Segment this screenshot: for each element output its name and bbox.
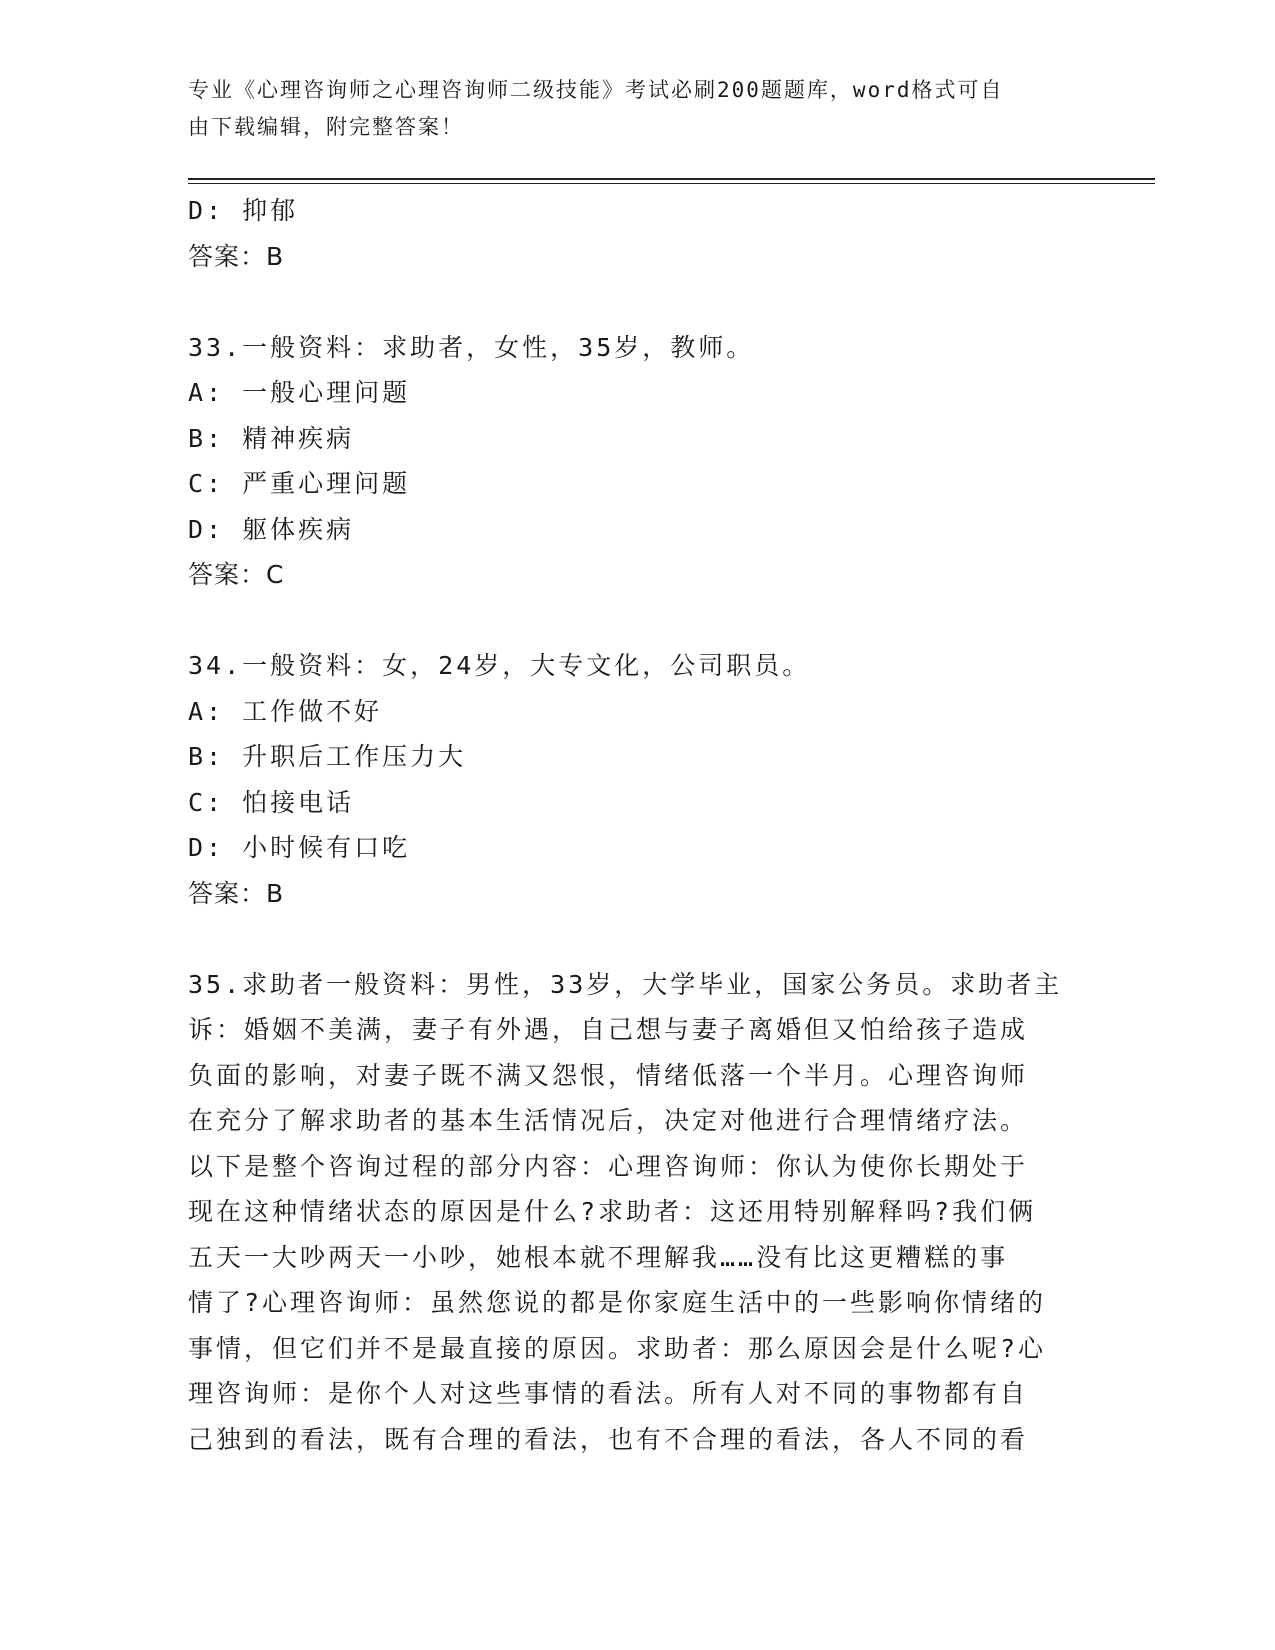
option-d: D: 抑郁 xyxy=(188,196,299,225)
question-35-line: 35.求助者一般资料：男性，33岁，大学毕业，国家公务员。求助者主 xyxy=(188,969,1063,999)
question-35 xyxy=(188,962,1088,1463)
header-divider-thin xyxy=(188,183,1155,184)
question-35-line: 事情，但它们并不是最直接的原因。求助者：那么原因会是什么呢?心 xyxy=(188,1333,1047,1363)
answer-label: 答案：B xyxy=(188,241,285,271)
header-title-line-1: 专业《心理咨询师之心理咨询师二级技能》考试必刷200题题库，word格式可自 xyxy=(188,78,1004,102)
header-divider-thick xyxy=(188,178,1155,180)
question-33 xyxy=(188,325,1088,598)
question-35-line: 以下是整个咨询过程的部分内容：心理咨询师：你认为使你长期处于 xyxy=(188,1151,1029,1181)
option-c: C: 严重心理问题 xyxy=(188,469,411,498)
question-32-tail xyxy=(188,188,1088,279)
question-34 xyxy=(188,643,1088,916)
answer-label: 答案：B xyxy=(188,878,285,908)
question-35-line: 五天一大吵两天一小吵，她根本就不理解我……没有比这更糟糕的事 xyxy=(188,1242,1009,1272)
question-35-line: 在充分了解求助者的基本生活情况后，决定对他进行合理情绪疗法。 xyxy=(188,1106,1029,1135)
spacer xyxy=(188,279,1088,325)
question-35-line: 己独到的看法，既有合理的看法，也有不合理的看法，各人不同的看 xyxy=(188,1424,1029,1454)
document-body xyxy=(188,188,1088,1462)
option-a: A: 一般心理问题 xyxy=(188,378,411,407)
question-35-line: 情了?心理咨询师：虽然您说的都是你家庭生活中的一些影响你情绪的 xyxy=(188,1288,1047,1317)
question-stem: 34.一般资料：女，24岁，大专文化，公司职员。 xyxy=(188,651,811,680)
option-b: B: 升职后工作压力大 xyxy=(188,742,467,771)
answer-label: 答案：C xyxy=(188,560,285,589)
option-d: D: 躯体疾病 xyxy=(188,514,355,544)
document-header xyxy=(188,72,1088,146)
question-35-line: 现在这种情绪状态的原因是什么?求助者：这还用特别解释吗?我们俩 xyxy=(188,1197,1037,1226)
header-title-line-2: 由下载编辑，附完整答案！ xyxy=(188,115,464,139)
question-stem: 33.一般资料：求助者，女性，35岁，教师。 xyxy=(188,332,755,362)
spacer xyxy=(188,916,1088,962)
question-35-line: 诉：婚姻不美满，妻子有外遇，自己想与妻子离婚但又怕给孩子造成 xyxy=(188,1015,1029,1044)
option-d: D: 小时候有口吃 xyxy=(188,833,411,862)
option-b: B: 精神疾病 xyxy=(188,423,355,453)
option-c: C: 怕接电话 xyxy=(188,787,355,817)
question-35-line: 理咨询师：是你个人对这些事情的看法。所有人对不同的事物都有自 xyxy=(188,1379,1029,1408)
option-a: A: 工作做不好 xyxy=(188,696,383,726)
spacer xyxy=(188,598,1088,644)
question-35-line: 负面的影响，对妻子既不满又怨恨，情绪低落一个半月。心理咨询师 xyxy=(188,1060,1029,1090)
